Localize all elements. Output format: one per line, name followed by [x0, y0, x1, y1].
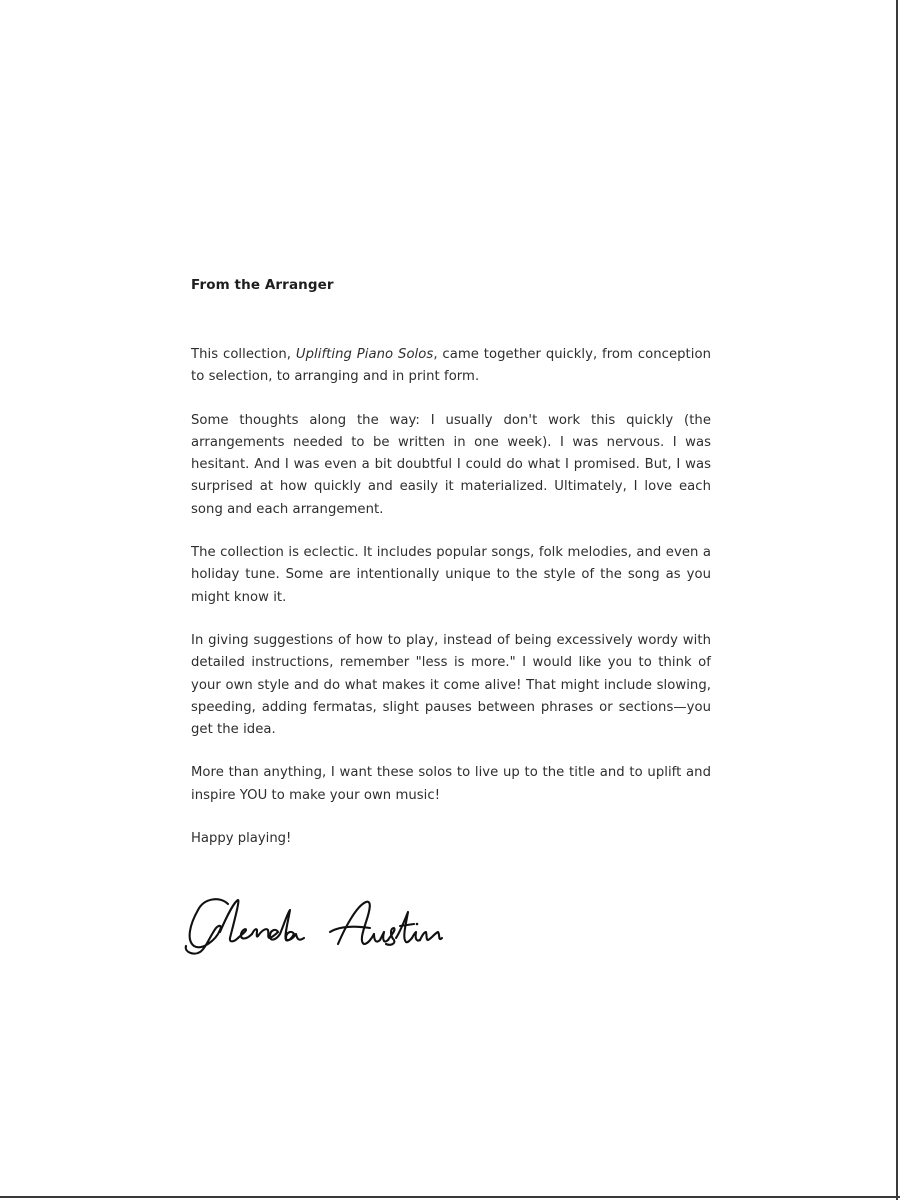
- page-edge-bottom: [0, 1196, 900, 1198]
- closing-line: Happy playing!: [191, 831, 292, 847]
- page-edge-right: [896, 0, 898, 1200]
- letter-heading: From the Arranger: [191, 277, 334, 293]
- handwritten-signature: [180, 888, 460, 958]
- paragraph-1-lead: This collection,: [191, 347, 296, 362]
- letter-body: [191, 272, 711, 850]
- paragraph-1-rest: , came together quickly, from conception to selection, to arranging and in print form.: [191, 347, 711, 385]
- collection-title: Uplifting Piano Solos: [295, 347, 434, 362]
- paragraph-1: [191, 344, 711, 389]
- paragraph-2: Some thoughts along the way: I usually don't work this quickly (the arrangements needed to be written in one week). I was nervous. I was hesitant. And I was even a bit doubtful I could do what I promised. But, I was surprised at how quickly and easily it materialized. Ultimately, I love each song and each arrangement.: [191, 412, 711, 517]
- paragraph-5: More than anything, I want these solos to live up to the title and to uplift and inspire YOU to make your own music!: [191, 765, 711, 803]
- paragraph-4: In giving suggestions of how to play, instead of being excessively wordy with detailed instructions, remember "less is more." I would like you to think of your own style and do what makes it come alive! That might include slowing, speeding, adding fermatas, slight pauses between phrases or sections—you get the idea.: [191, 632, 711, 738]
- paragraph-3: The collection is eclectic. It includes popular songs, folk melodies, and even a holiday tune. Some are intentionally unique to the style of the song as you might know it.: [191, 545, 711, 605]
